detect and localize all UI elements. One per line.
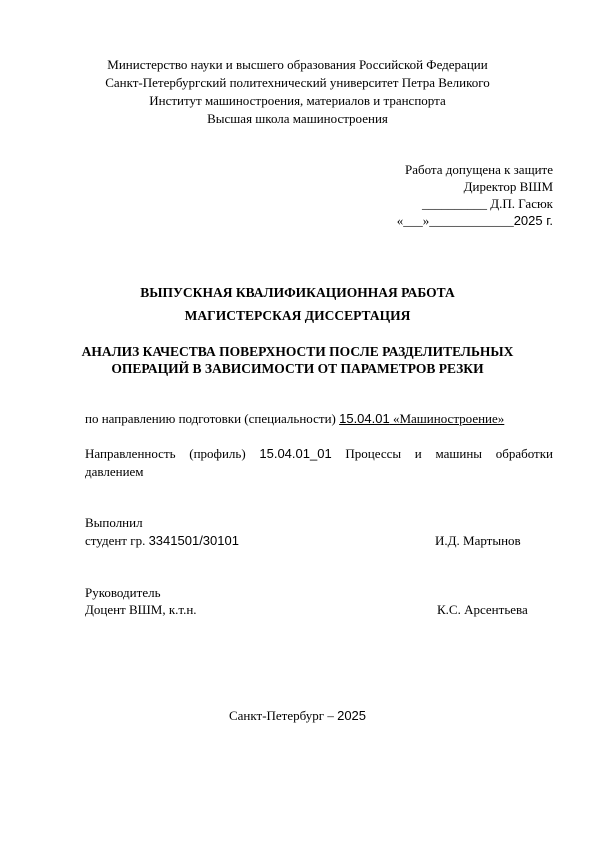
profile-line1 <box>85 446 553 462</box>
author-name: И.Д. Мартынов <box>435 533 521 548</box>
profile-text-line1: Процессы и машины обработки <box>345 446 553 461</box>
footer-year: 2025 <box>337 708 367 723</box>
degree-title: МАГИСТЕРСКАЯ ДИССЕРТАЦИЯ <box>184 308 411 323</box>
specialty-code: 15.04.01 <box>339 411 390 426</box>
date-blank: _____________ <box>429 213 514 228</box>
profile-code: 15.04.01_01 <box>259 446 332 461</box>
topic-title-line2: ОПЕРАЦИЙ В ЗАВИСИМОСТИ ОТ ПАРАМЕТРОВ РЕЗКИ <box>111 361 484 376</box>
profile-label: Направленность (профиль) <box>85 446 246 461</box>
director-name: Д.П. Гасюк <box>486 196 553 211</box>
author-role-line <box>85 533 239 549</box>
institute-line: Институт машиностроения, материалов и транспорта <box>149 93 446 108</box>
supervisor-role: Доцент ВШМ, к.т.н. <box>85 602 197 617</box>
specialty-line <box>85 411 504 427</box>
university-line: Санкт-Петербургский политехнический университет Петра Великого <box>105 75 490 90</box>
school-line: Высшая школа машиностроения <box>207 111 388 126</box>
author-role: студент гр. <box>85 533 149 548</box>
footer-city: Санкт-Петербург – <box>228 708 338 723</box>
specialty-prefix: по направлению подготовки (специальности) <box>85 411 340 426</box>
approval-line: Работа допущена к защите <box>404 162 553 177</box>
topic-title-line1: АНАЛИЗ КАЧЕСТВА ПОВЕРХНОСТИ ПОСЛЕ РАЗДЕЛИТЕЛЬНЫХ <box>81 344 514 359</box>
director-line: Директор ВШМ <box>463 179 553 194</box>
specialty-name: «Машиностроение» <box>389 411 505 426</box>
work-type-title: ВЫПУСКНАЯ КВАЛИФИКАЦИОННАЯ РАБОТА <box>140 285 455 300</box>
author-label: Выполнил <box>85 515 143 530</box>
author-group: 3341501/30101 <box>148 533 239 548</box>
date-prefix: «___» <box>396 213 430 228</box>
supervisor-label: Руководитель <box>85 585 161 600</box>
ministry-line: Министерство науки и высшего образования Российской Федерации <box>107 57 488 72</box>
footer-city-year <box>0 708 595 724</box>
profile-line2: давлением <box>85 464 144 479</box>
signature-line <box>422 196 553 212</box>
approval-year: 2025 г. <box>513 213 553 228</box>
date-line <box>397 213 553 229</box>
specialty-value <box>339 411 504 426</box>
signature-blank: __________ <box>421 196 487 211</box>
supervisor-name: К.С. Арсентьева <box>437 602 528 617</box>
